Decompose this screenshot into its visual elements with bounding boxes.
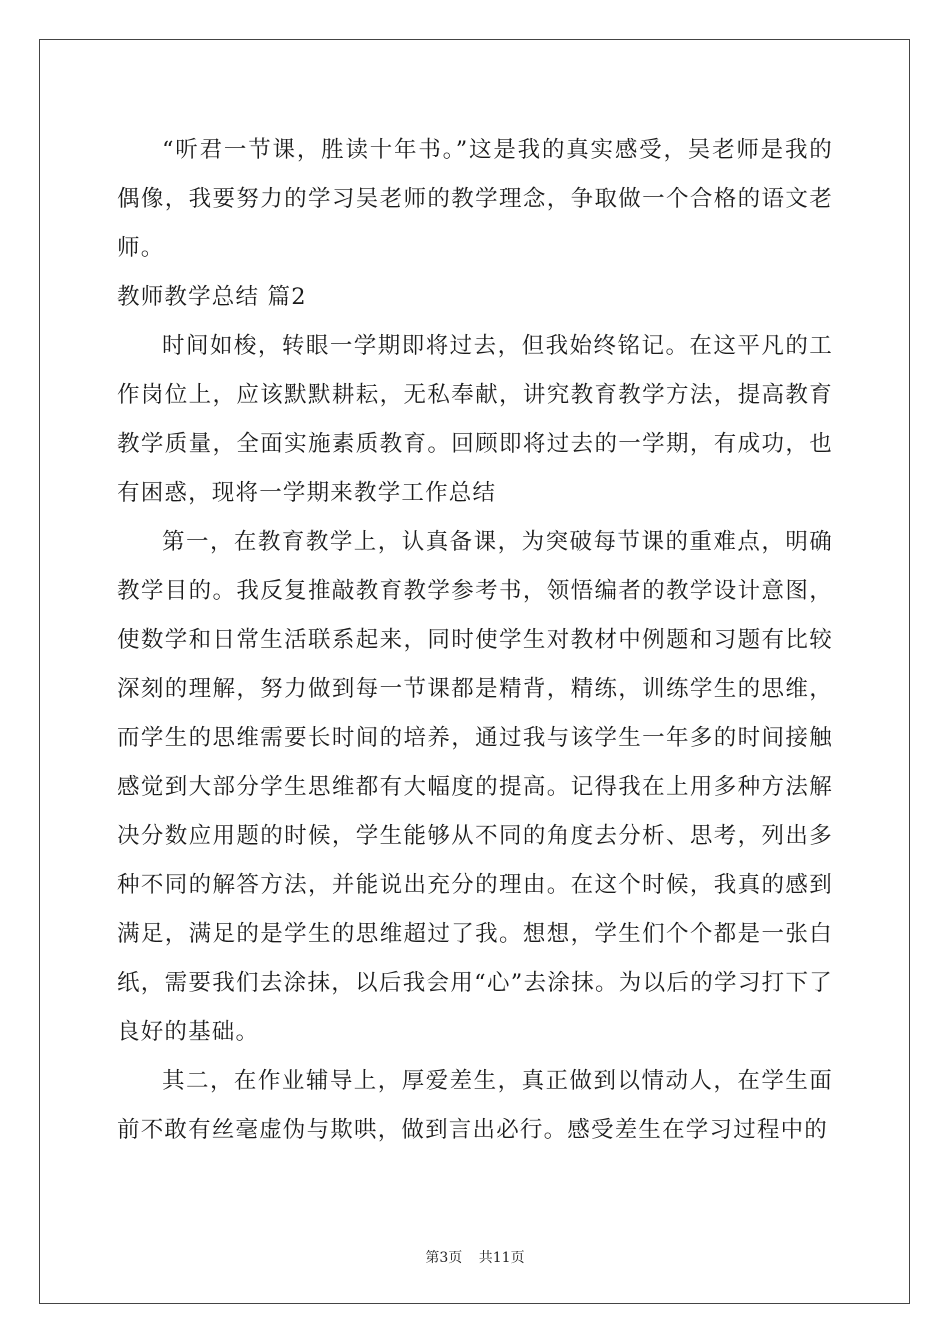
page-total: 共11页 <box>478 1250 525 1266</box>
document-body <box>117 126 833 1155</box>
paragraph: 第一，在教育教学上，认真备课，为突破每节课的重难点，明确教学目的。我反复推敲教育教学参考书，领悟编者的教学设计意图，使数学和日常生活联系起来，同时使学生对教材中例题和习题有比较深刻的理解，努力做到每一节课都是精背，精练，训练学生的思维，而学生的思维需要长时间的培养，通过我与该学生一年多的时间接触感觉到大部分学生思维都有大幅度的提高。记得我在上用多种方法解决分数应用题的时候，学生能够从不同的角度去分析、思考，列出多种不同的解答方法，并能说出充分的理由。在这个时候，我真的感到满足，满足的是学生的思维超过了我。想想，学生们个个都是一张白纸，需要我们去涂抹，以后我会用“心”去涂抹。为以后的学习打下了良好的基础。 <box>117 529 833 1045</box>
page-number: 第3页 <box>425 1250 463 1266</box>
paragraph: “听君一节课，胜读十年书。”这是我的真实感受，吴老师是我的偶像，我要努力的学习吴老师的教学理念，争取做一个合格的语文老师。 <box>117 137 833 261</box>
paragraph: 时间如梭，转眼一学期即将过去，但我始终铭记。在这平凡的工作岗位上，应该默默耕耘，无私奉献，讲究教育教学方法，提高教育教学质量，全面实施素质教育。回顾即将过去的一学期，有成功，也有困惑，现将一学期来教学工作总结 <box>117 333 833 506</box>
section-heading: 教师教学总结 篇2 <box>117 284 307 310</box>
page-footer <box>0 1247 950 1267</box>
paragraph: 其二，在作业辅导上，厚爱差生，真正做到以情动人，在学生面前不敢有丝毫虚伪与欺哄，做到言出必行。感受差生在学习过程中的 <box>117 1068 833 1143</box>
